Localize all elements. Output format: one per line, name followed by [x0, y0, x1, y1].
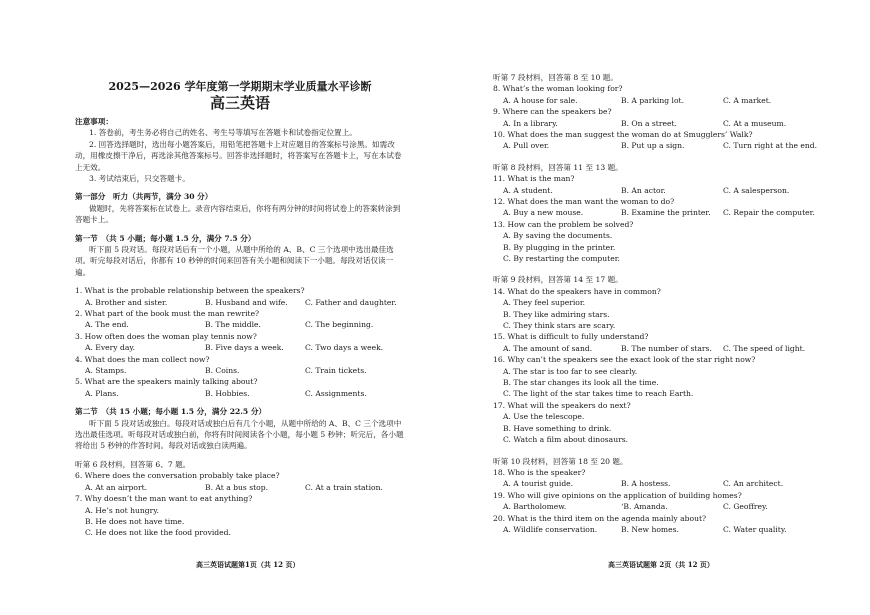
question-14: [493, 286, 813, 332]
exam-title: 2025—2026 学年度第一学期期末学业质量水平诊断: [108, 80, 372, 93]
option-b: B. Five days a week.: [205, 343, 284, 353]
option-a: A. Every day.: [85, 343, 136, 353]
option-a: A. They feel superior.: [503, 298, 586, 308]
option-a: A. A tourist guide.: [503, 479, 574, 489]
option-a: A. A student.: [503, 185, 553, 195]
option-c: C. Train tickets.: [305, 366, 367, 376]
option-b: B. Put up a sign.: [621, 141, 685, 151]
option-b: B. The star changes its look all the time.: [503, 378, 659, 388]
question-18: [493, 467, 813, 490]
option-b: B. At a bus stop.: [205, 482, 269, 492]
question-text: 16. Why can’t the speakers see the exact look of the star right now?: [493, 355, 756, 365]
option-b: B. New homes.: [621, 524, 679, 534]
option-b: B. Hobbies.: [205, 388, 250, 398]
question-15: [493, 331, 813, 354]
option-a: A. A house for sale.: [503, 95, 578, 105]
question-13: [493, 219, 813, 265]
option-c: C. Father and daughter.: [305, 297, 397, 307]
option-a: A. The star is too far to see clearly.: [503, 366, 638, 376]
option-b: B. He does not have time.: [85, 516, 185, 526]
question-text: 3. How often does the woman play tennis now?: [75, 331, 257, 341]
option-a: A. Buy a new mouse.: [503, 208, 584, 218]
option-b: B. By plugging in the printer.: [503, 242, 616, 252]
footer-right: 高三英语试题第 2页（共 12 页）: [608, 560, 714, 569]
question-16: [493, 354, 813, 400]
question-text: 19. Who will give opinions on the application of building homes?: [493, 490, 742, 500]
left-column: [75, 72, 405, 539]
option-a: A. Plans.: [85, 388, 119, 398]
option-c: C. A market.: [723, 95, 772, 105]
option-b: B. Coins.: [205, 366, 240, 376]
section2-heading: 第二节 （共 15 小题；每小题 1.5 分，满分 22.5 分）: [75, 407, 267, 417]
material-8-heading: 听第 8 段材料，回答第 11 至 13 题。: [493, 162, 623, 172]
question-10: [493, 129, 818, 152]
question-text: 20. What is the third item on the agenda mainly about?: [493, 513, 707, 523]
question-text: 14. What do the speakers have in common?: [493, 286, 661, 296]
option-b: B. The middle.: [205, 320, 261, 330]
option-b: B. Have something to drink.: [503, 423, 612, 433]
material-10-heading: 听第 10 段材料，回答第 18 至 20 题。: [493, 456, 628, 466]
question-7: [75, 493, 405, 539]
note-1: 1. 答卷前，考生务必将自己的姓名、考生号等填写在答题卡和试卷指定位置上。: [89, 128, 357, 138]
option-b: B. The number of stars.: [621, 343, 712, 353]
material-6-heading: 听第 6 段材料，回答第 6、7 题。: [75, 459, 191, 469]
question-4: [75, 354, 405, 377]
question-9: [493, 106, 813, 129]
question-text: 6. Where does the conversation probably take place?: [75, 471, 280, 481]
footer-left: 高三英语试题第1页（共 12 页）: [196, 560, 300, 569]
option-c: C. Assignments.: [305, 388, 367, 398]
option-c: C. Two days a week.: [305, 343, 384, 353]
question-20: [493, 513, 813, 536]
option-a: A. The end.: [85, 320, 129, 330]
question-text: 9. Where can the speakers be?: [493, 107, 612, 117]
option-a: A. Brother and sister.: [85, 297, 168, 307]
option-a: A. The amount of sand.: [503, 343, 593, 353]
option-a: A. In a library.: [503, 118, 558, 128]
question-text: 17. What will the speakers do next?: [493, 400, 631, 410]
question-text: 4. What does the man collect now?: [75, 354, 210, 364]
question-text: 15. What is difficult to fully understand?: [493, 332, 649, 342]
question-1: [75, 285, 405, 308]
option-a: A. Pull over.: [503, 141, 550, 151]
question-text: 18. Who is the speaker?: [493, 467, 586, 477]
exam-subtitle: 高三英语: [209, 94, 270, 112]
option-c: C. Turn right at the end.: [723, 141, 818, 151]
option-b: B. Husband and wife.: [205, 297, 288, 307]
question-text: 1. What is the probable relationship between the speakers?: [75, 286, 305, 296]
option-c: C. The light of the star takes time to reach Earth.: [503, 389, 694, 399]
option-b: B. A parking lot.: [621, 95, 684, 105]
option-a: A. At an airport.: [85, 482, 148, 492]
question-19: [493, 490, 813, 513]
option-c: C. They think stars are scary.: [503, 321, 616, 331]
material-9-heading: 听第 9 段材料，回答第 14 至 17 题。: [493, 275, 623, 285]
option-a: A. By saving the documents.: [503, 231, 613, 241]
option-c: C. A salesperson.: [723, 185, 790, 195]
question-17: [493, 400, 813, 446]
option-a: A. Use the telescope.: [503, 412, 585, 422]
option-c: C. Geoffrey.: [723, 502, 768, 512]
option-c: C. An architect.: [723, 479, 784, 489]
question-12: [493, 196, 813, 219]
question-text: 11. What is the man?: [493, 174, 575, 184]
option-c: C. Repair the computer.: [723, 208, 815, 218]
option-c: C. By restarting the computer.: [503, 254, 620, 264]
option-b: ‘B. Amanda.: [621, 502, 668, 512]
question-2: [75, 308, 405, 331]
option-c: C. The speed of light.: [723, 343, 806, 353]
section1-heading: 第一节 （共 5 小题；每小题 1.5 分，满分 7.5 分）: [75, 233, 256, 243]
question-6: [75, 470, 405, 493]
question-text: 13. How can the problem be solved?: [493, 219, 634, 229]
right-column: [493, 72, 818, 535]
question-text: 5. What are the speakers mainly talking about?: [75, 377, 258, 387]
question-text: 12. What does the man want the woman to do?: [493, 197, 675, 206]
option-b: B. Examine the printer.: [621, 208, 711, 218]
question-5: [75, 376, 405, 399]
part1-desc: 做题时，先将答案标在试卷上。录音内容结束后，你将有两分钟的时间将试卷上的答案转涂到答题卡上。: [75, 203, 401, 225]
question-text: 10. What does the man suggest the woman do at Smugglers’ Walk?: [493, 130, 753, 139]
question-8: [493, 83, 813, 106]
option-a: A. Wildlife conservation.: [503, 524, 598, 534]
option-a: A. Stamps.: [85, 366, 127, 376]
option-c: C. Watch a film about dinosaurs.: [503, 435, 629, 445]
question-text: 2. What part of the book must the man rewrite?: [75, 309, 260, 319]
option-b: B. They like admiring stars.: [503, 309, 610, 319]
option-c: C. Water quality.: [723, 524, 787, 534]
option-c: C. At a museum.: [723, 118, 787, 128]
note-2: 2. 回答选择题时，选出每小题答案后，用铅笔把答题卡上对应题目的答案标号涂黑。如需改动，用橡皮擦干净后，再选涂其他答案标号。回答非选择题时，将答案写在答题卡上，写在本试卷上无效。: [75, 139, 402, 172]
section2-desc: 听下面 5 段对话或独白。每段对话或独白后有几个小题，从题中所给的 A、B、C 三个选项中选出最佳选项。听每段对话或独白前，你将有时间阅读各个小题，每小题 5 秒钟；听完后，各小题将给出 5 秒钟的作答时间。每段对话或独白读两遍。: [75, 418, 404, 451]
option-b: B. A hostess.: [621, 479, 671, 489]
option-a: A. He’s not hungry.: [85, 505, 159, 515]
note-3: 3. 考试结束后，只交答题卡。: [89, 174, 190, 184]
question-text: 7. Why doesn’t the man want to eat anything?: [75, 494, 253, 504]
option-a: A. Bartholomew.: [503, 502, 567, 512]
question-text: 8. What’s the woman looking for?: [493, 84, 623, 94]
option-b: B. An actor.: [621, 185, 666, 195]
option-c: C. The beginning.: [305, 320, 374, 330]
section1-desc: 听下面 5 段对话。每段对话后有一个小题，从题中所给的 A、B、C 三个选项中选出最佳选项。听完每段对话后，你都有 10 秒钟的时间来回答有关小题和阅读下一小题。每段对话仅读一遍。: [75, 245, 394, 277]
part1-heading: 第一部分 听力（共两节，满分 30 分）: [75, 192, 213, 202]
option-b: B. On a street.: [621, 118, 677, 128]
notes-heading: 注意事项：: [75, 117, 113, 126]
question-11: [493, 173, 813, 196]
option-c: C. He does not like the food provided.: [85, 528, 231, 538]
option-c: C. At a train station.: [305, 482, 383, 492]
material-7-heading: 听第 7 段材料，回答第 8 至 10 题。: [493, 73, 618, 82]
question-3: [75, 331, 405, 354]
